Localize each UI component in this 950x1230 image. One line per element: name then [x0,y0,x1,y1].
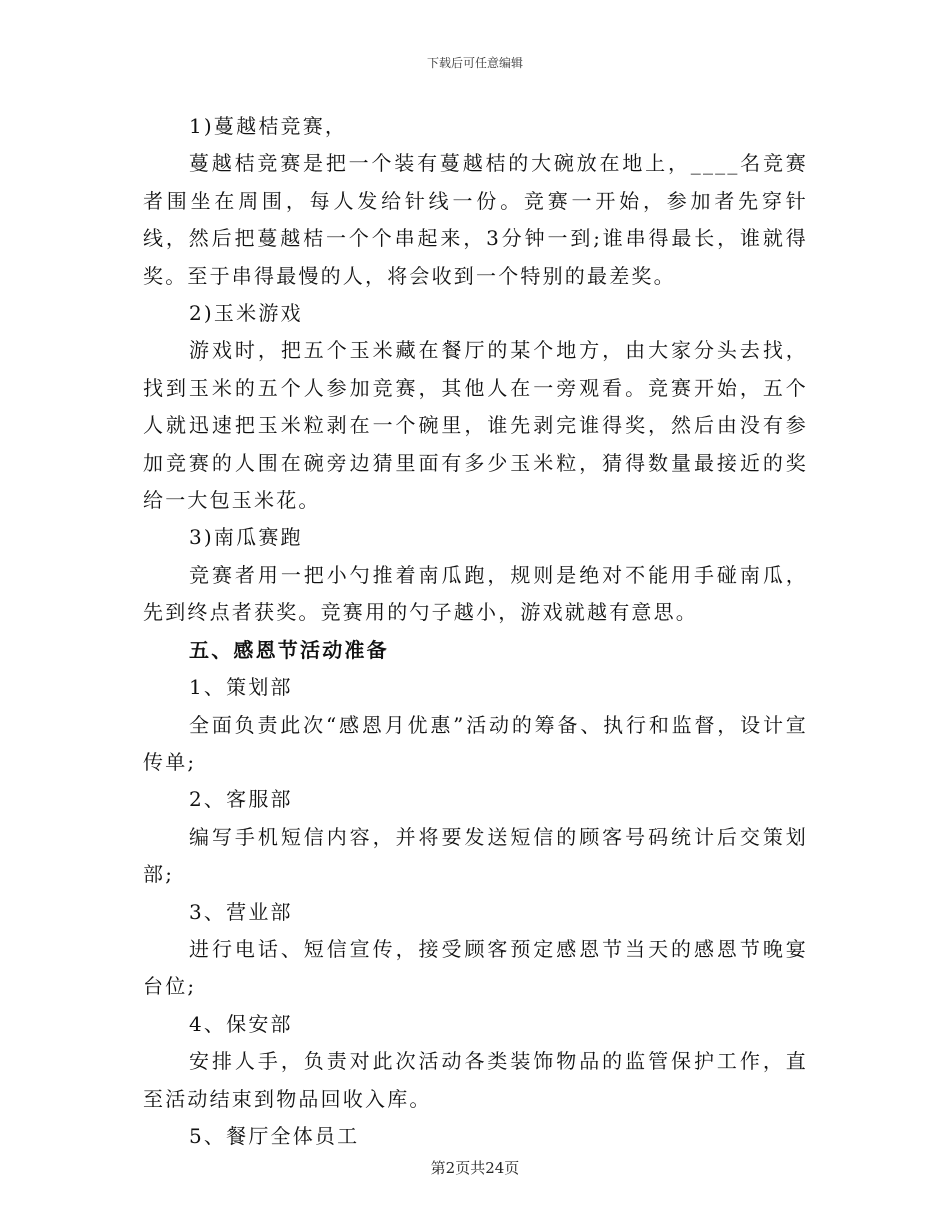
subheading-planning-dept: 1、策划部 [189,675,293,700]
subheading-pumpkin: 3)南瓜赛跑 [189,525,303,550]
subheading-cranberry: 1)蔓越桔竞赛， [189,114,348,138]
subheading-security-dept: 4、保安部 [189,1011,293,1036]
paragraph-security-dept: 安排人手，负责对此次活动各类装饰物品的监管保护工作，直至活动结束到物品回收入库。 [143,1049,808,1111]
paragraph-planning-dept: 全面负责此次“感恩月优惠”活动的筹备、执行和监督，设计宣传单; [143,712,808,774]
paragraph-cranberry: 蔓越桔竞赛是把一个装有蔓越桔的大碗放在地上，____名竞赛者围坐在周围，每人发给针线一份。竞赛一开始，参加者先穿针线，然后把蔓越桔一个个串起来，3分钟一到;谁串得最长，谁就得奖。至于串得最慢的人，将会收到一个特别的最差奖。 [143,151,808,288]
paragraph-customer-service-dept: 编写手机短信内容，并将要发送短信的顾客号码统计后交策划部; [143,824,808,887]
section-heading-preparation: 五、感恩节活动准备 [189,637,389,662]
paragraph-corn: 游戏时，把五个玉米藏在餐厅的某个地方，由大家分头去找，找到玉米的五个人参加竞赛，其他人在一旁观看。竞赛开始，五个人就迅速把玉米粒剥在一个碗里，谁先剥完谁得奖，然后由没有参加竞赛的人围在碗旁边猜里面有多少玉米粒，猜得数量最接近的奖给一大包玉米花。 [143,338,808,513]
paragraph-sales-dept: 进行电话、短信宣传，接受顾客预定感恩节当天的感恩节晚宴台位; [143,936,808,999]
paragraph-pumpkin: 竞赛者用一把小勺推着南瓜跑，规则是绝对不能用手碰南瓜，先到终点者获奖。竞赛用的勺子越小，游戏就越有意思。 [143,562,808,625]
page-footer: 第2页共24页 [430,1159,520,1177]
page-header: 下载后可任意编辑 [426,56,523,70]
subheading-sales-dept: 3、营业部 [189,899,293,924]
subheading-customer-service-dept: 2、客服部 [189,787,293,812]
subheading-all-staff: 5、餐厅全体员工 [189,1123,360,1148]
subheading-corn: 2)玉米游戏 [189,301,303,326]
document-body [143,108,808,1155]
